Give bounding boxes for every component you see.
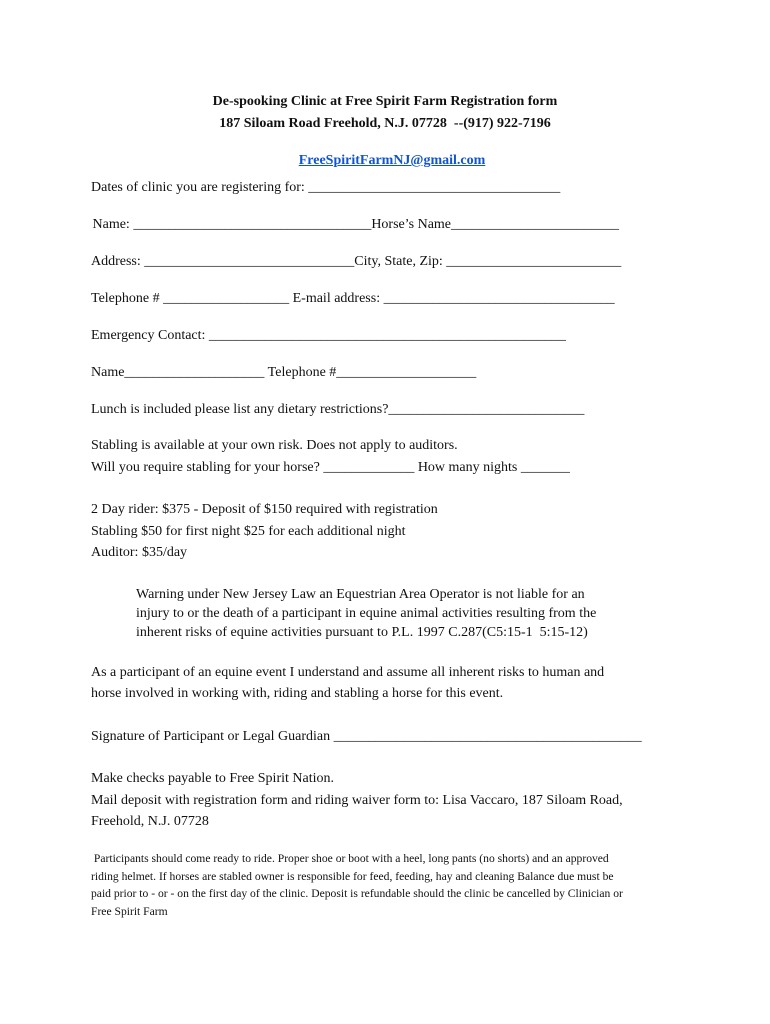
farm-email-link[interactable]: FreeSpiritFarmNJ@gmail.com: [298, 153, 486, 168]
payment-line: Freehold, N.J. 07728: [91, 814, 209, 829]
payment-line: Make checks payable to Free Spirit Nation.: [91, 771, 334, 786]
name-horse-field[interactable]: Name: __________________________________Horse’s Name________________________: [89, 217, 620, 232]
warning-text-line: inherent risks of equine activities pursuant to P.L. 1997 C.287(C5:15-1 5:15-12): [136, 625, 588, 640]
payment-line: Mail deposit with registration form and riding waiver form to: Lisa Vaccaro, 187 Siloam Road,: [91, 793, 623, 808]
emergency-contact-field[interactable]: Emergency Contact: ___________________________________________________: [91, 328, 566, 343]
clinic-dates-field[interactable]: Dates of clinic you are registering for: ____________________________________: [91, 180, 561, 195]
stabling-question-field[interactable]: Will you require stabling for your horse? _____________ How many nights _______: [91, 460, 570, 475]
stabling-note: Stabling is available at your own risk. Does not apply to auditors.: [91, 438, 458, 453]
address-field[interactable]: Address: ______________________________City, State, Zip: _________________________: [91, 254, 622, 269]
dietary-restrictions-field[interactable]: Lunch is included please list any dietary restrictions?____________________________: [91, 402, 585, 417]
signature-field[interactable]: Signature of Participant or Legal Guardian ____________________________________________: [91, 729, 642, 744]
stabling-price: Stabling $50 for first night $25 for each additional night: [91, 524, 406, 539]
risk-assumption-line: horse involved in working with, riding and stabling a horse for this event.: [91, 686, 504, 701]
auditor-price: Auditor: $35/day: [91, 545, 188, 560]
participant-note-line: Free Spirit Farm: [91, 905, 168, 918]
emergency-name-phone-field[interactable]: Name____________________ Telephone #____________________: [91, 365, 477, 380]
participant-note-line: riding helmet. If horses are stabled owner is responsible for feed, feeding, hay and cleaning Balance due must be: [91, 870, 614, 883]
rider-price: 2 Day rider: $375 - Deposit of $150 required with registration: [91, 502, 438, 517]
telephone-email-field[interactable]: Telephone # __________________ E-mail address: _________________________________: [91, 291, 615, 306]
risk-assumption-line: As a participant of an equine event I understand and assume all inherent risks to human and: [91, 665, 605, 680]
form-title: De-spooking Clinic at Free Spirit Farm Registration form: [212, 94, 558, 109]
participant-note-line: Participants should come ready to ride. Proper shoe or boot with a heel, long pants (no shorts) and an approved: [91, 852, 609, 865]
participant-note-line: paid prior to - or - on the first day of the clinic. Deposit is refundable should the clinic be cancelled by Clinician or: [91, 887, 623, 900]
warning-text-line: injury to or the death of a participant in equine animal activities resulting from the: [136, 606, 597, 621]
farm-address-phone: 187 Siloam Road Freehold, N.J. 07728 --(917) 922-7196: [219, 116, 551, 131]
warning-text-line: Warning under New Jersey Law an Equestrian Area Operator is not liable for an: [136, 587, 585, 602]
